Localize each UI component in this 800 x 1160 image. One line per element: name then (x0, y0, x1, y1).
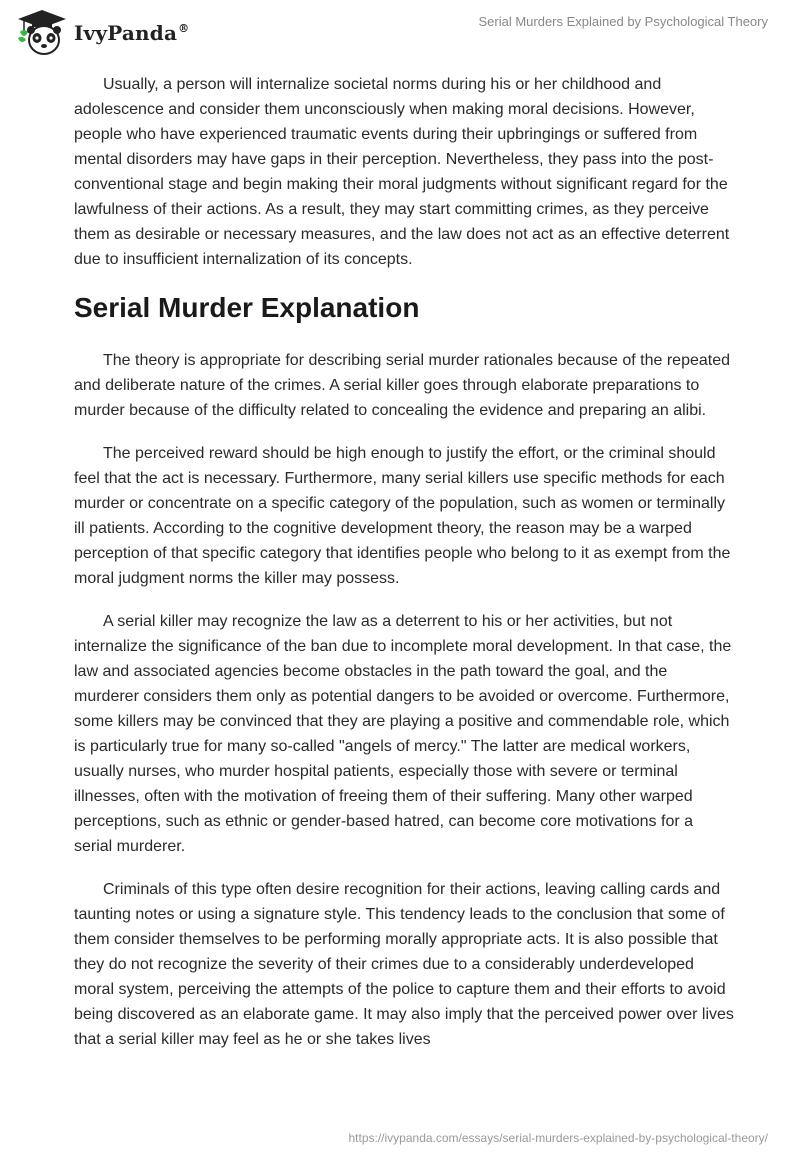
ivypanda-logo[interactable] (14, 8, 194, 58)
body-paragraph-3: A serial killer may recognize the law as a deterrent to his or her activities, but not internalize the significance of the ban due to incomplete moral development. In that case, the law and associated agencies become obstacles in the path toward the goal, and the murderer considers them only as potential dangers to be avoided or overcome. Furthermore, some killers may be convinced that they are playing a positive and commendable role, which is particularly true for many so-called "angels of mercy." The latter are medical workers, usually nurses, who murder hospital patients, especially those with severe or terminal illnesses, often with the motivation of freeing them of their suffering. Many other warped perceptions, such as ethnic or gender-based hatred, can become core motivations for a serial murderer. (74, 613, 732, 855)
registered-mark: ® (178, 22, 190, 36)
intro-paragraph: Usually, a person will internalize societal norms during his or her childhood and adolescence and consider them unconsciously when making moral decisions. However, people who have experienced traumatic events during their upbringings or suffered from mental disorders may have gaps in their perception. Nevertheless, they pass into the post-conventional stage and begin making their moral judgments without significant regard for the lawfulness of their actions. As a result, they may start committing crimes, as they perceive them as desirable or necessary measures, and the law does not act as an effective deterrent due to insufficient internalization of its concepts. (74, 76, 730, 268)
running-title: Serial Murders Explained by Psychological Theory (478, 14, 768, 29)
source-url[interactable]: https://ivypanda.com/essays/serial-murders-explained-by-psychological-theory/ (348, 1131, 768, 1145)
page-header (0, 0, 800, 70)
body-paragraph-2: The perceived reward should be high enough to justify the effort, or the criminal should feel that the act is necessary. Furthermore, many serial killers use specific methods for each murder or concentrate on a specific category of the population, such as women or terminally ill patients. According to the cognitive development theory, the reason may be a warped perception of that specific category that identifies people who belong to it as exempt from the moral judgment norms the killer may possess. (74, 445, 731, 587)
section-heading: Serial Murder Explanation (74, 292, 420, 323)
body-paragraph-1: The theory is appropriate for describing serial murder rationales because of the repeated and deliberate nature of the crimes. A serial killer goes through elaborate preparations to murder because of the difficulty related to concealing the evidence and preparing an alibi. (74, 352, 731, 419)
body-paragraph-4: Criminals of this type often desire recognition for their actions, leaving calling cards and taunting notes or using a signature style. This tendency leads to the conclusion that some of them consider themselves to be performing morally appropriate acts. It is also possible that they do not recognize the severity of their crimes due to a considerably underdeveloped moral system, perceiving the attempts of the police to capture them and their efforts to avoid being discovered as an elaborate game. It may also imply that the perceived power over lives that a serial killer may feel as he or she takes lives (74, 881, 734, 1048)
panda-graduate-icon (14, 8, 70, 58)
logo-wordmark: IvyPanda® (74, 21, 190, 45)
essay-body (74, 72, 734, 1070)
